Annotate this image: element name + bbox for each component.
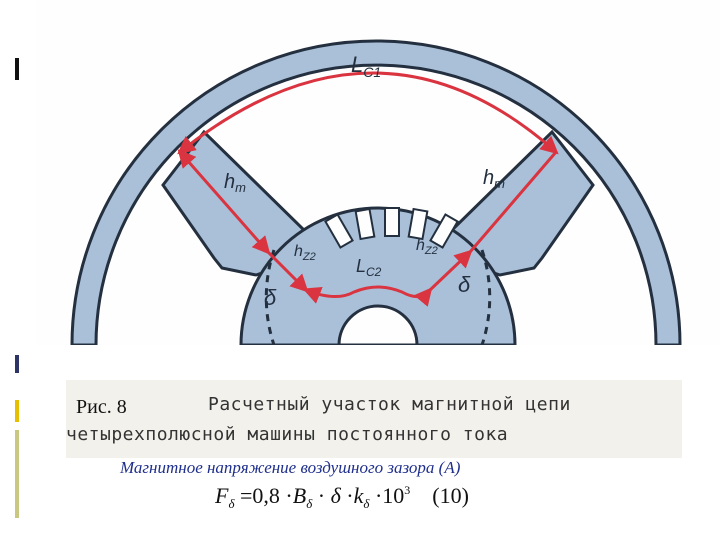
formula-dot-2: ·	[340, 483, 354, 508]
formula-sub-delta-2: δ	[306, 496, 313, 511]
caption-line-2: четырехполюсной машины постоянного тока	[66, 424, 509, 445]
label-hz2-left: $h_{Z2}$	[294, 243, 316, 263]
formula-dot-1: ·	[312, 483, 326, 508]
accent-bar-olive	[15, 430, 19, 518]
formula-sub-delta-3: δ	[363, 496, 370, 511]
formula-exponent: 3	[404, 483, 411, 497]
label-lc1: $L_{C1}$	[351, 52, 382, 80]
label-hm-left: $h_m$	[224, 171, 246, 195]
formula-k: k	[353, 483, 364, 508]
machine-diagram	[36, 0, 720, 345]
figure-number: Рис. 8	[76, 396, 127, 418]
formula-eq: =0,8 ·	[234, 483, 293, 508]
label-delta-right: δ	[458, 272, 471, 297]
machine-cross-section	[36, 0, 720, 345]
formula-F: F	[215, 483, 229, 508]
subtitle: Магнитное напряжение воздушного зазора (А)	[120, 458, 461, 477]
label-hm-right: $h_m$	[483, 167, 505, 191]
label-lc2: $L_{C2}$	[356, 256, 382, 279]
formula-sub-delta: δ	[228, 496, 235, 511]
formula-B: B	[292, 483, 307, 508]
formula-number: (10)	[410, 483, 469, 508]
caption-line-1: Расчетный участок магнитной цепи	[208, 394, 571, 415]
formula	[215, 483, 469, 512]
accent-bar-gold	[15, 400, 19, 422]
formula-delta: δ	[330, 483, 341, 508]
formula-dot-3: ·10	[369, 483, 405, 508]
accent-bar-dark	[15, 355, 19, 373]
label-delta-left: δ	[264, 285, 277, 310]
accent-bar-top	[15, 58, 19, 80]
caption-box	[66, 380, 682, 458]
label-hz2-right: $h_{Z2}$	[416, 237, 438, 257]
